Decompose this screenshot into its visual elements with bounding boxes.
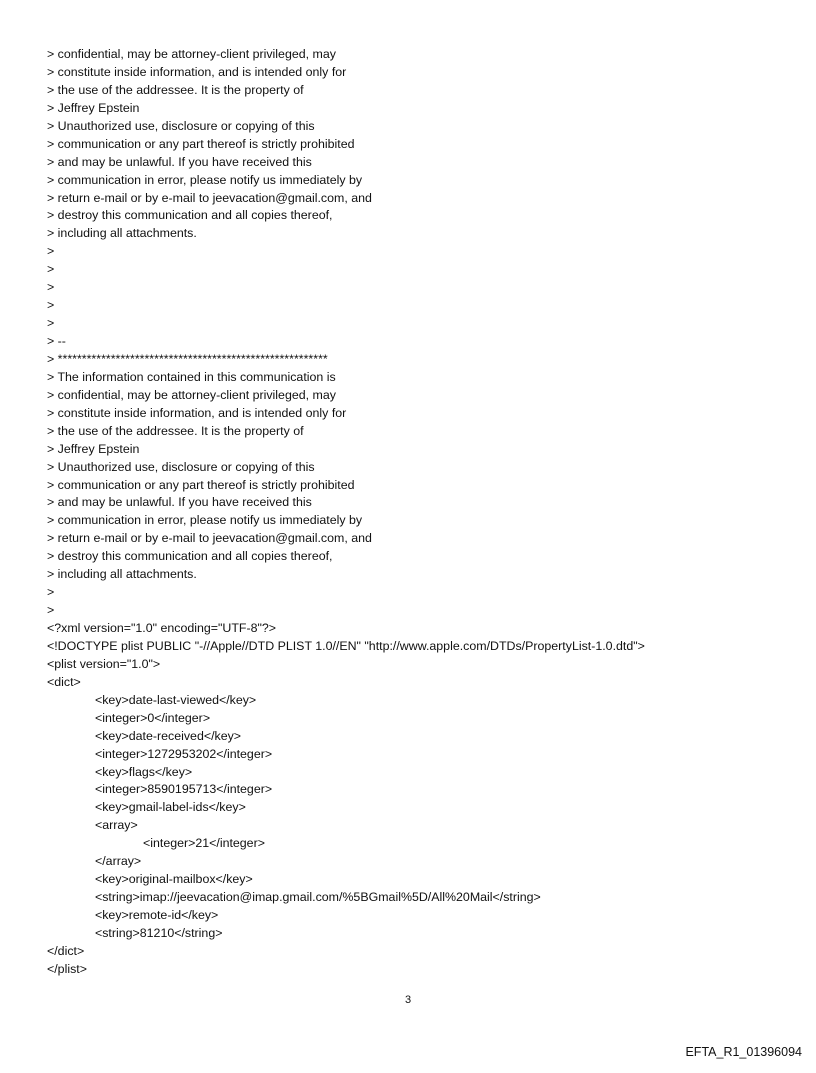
xml-declaration: <?xml version="1.0" encoding="UTF-8"?> [47,621,277,635]
plist-value: <integer>0</integer> [95,710,211,725]
text-line: > destroy this communication and all copies thereof, [47,549,333,564]
quote-marker: > [47,585,55,600]
plist-key: <key>original-mailbox</key> [95,872,253,887]
text-line: > and may be unlawful. If you have received this [47,495,312,510]
document-id: EFTA_R1_01396094 [685,1045,802,1059]
quote-marker: > [47,298,55,313]
array-close-tag: </array> [95,854,142,869]
dict-open-tag: <dict> [47,674,81,689]
quote-marker: > [47,280,55,295]
page-number: 3 [404,994,412,1006]
text-line: > and may be unlawful. If you have received this [47,154,312,169]
asterisk-rule: > ******************************************************** [47,351,328,366]
plist-value: <string>81210</string> [95,925,223,940]
text-line: > including all attachments. [47,226,197,241]
quote-marker: > [47,603,55,618]
quote-marker: > [47,262,55,277]
text-line: > communication in error, please notify us immediately by [47,513,363,528]
plist-value: <integer>8590195713</integer> [95,782,273,797]
text-line: > destroy this communication and all copies thereof, [47,208,333,223]
plist-key: <key>date-last-viewed</key> [95,692,257,707]
text-line: > the use of the addressee. It is the property of [47,82,304,97]
array-open-tag: <array> [95,818,138,833]
plist-key: <key>remote-id</key> [95,908,219,922]
text-line: > including all attachments. [47,567,197,582]
plist-value: <integer>21</integer> [143,836,265,851]
text-line: > The information contained in this communication is [47,369,336,384]
plist-value: <string>imap://jeevacation@imap.gmail.com/%5BGmail%5D/All%20Mail</string> [95,890,541,905]
text-line: > Jeffrey Epstein [47,100,140,115]
text-line: > constitute inside information, and is intended only for [47,64,347,79]
plist-open-tag: <plist version="1.0"> [47,656,161,671]
text-line: > communication or any part thereof is strictly prohibited [47,477,355,492]
plist-key: <key>flags</key> [95,764,193,779]
text-line: > confidential, may be attorney-client privileged, may [47,387,336,402]
quote-marker: > [47,244,55,259]
quote-marker: > [47,316,55,331]
text-line: > Unauthorized use, disclosure or copying of this [47,459,315,474]
dict-close-tag: </dict> [47,943,85,958]
text-line: > Unauthorized use, disclosure or copying of this [47,118,315,133]
plist-key: <key>gmail-label-ids</key> [95,800,246,815]
plist-key: <key>date-received</key> [95,728,242,743]
text-line: > communication in error, please notify us immediately by [47,172,363,187]
xml-doctype: <!DOCTYPE plist PUBLIC "-//Apple//DTD PLIST 1.0//EN" "http://www.apple.com/DTDs/PropertyList-1.0.dtd"> [47,638,645,653]
text-line: > return e-mail or by e-mail to jeevacation@gmail.com, and [47,531,372,546]
text-line: > Jeffrey Epstein [47,441,140,456]
plist-value: <integer>1272953202</integer> [95,746,273,761]
text-line: > return e-mail or by e-mail to jeevacation@gmail.com, and [47,190,372,205]
text-line: > confidential, may be attorney-client privileged, may [47,47,336,61]
plist-close-tag: </plist> [47,961,87,976]
signature-separator: > -- [47,334,66,348]
text-line: > communication or any part thereof is strictly prohibited [47,136,355,151]
text-line: > constitute inside information, and is intended only for [47,405,347,420]
text-line: > the use of the addressee. It is the property of [47,423,304,438]
email-body [47,46,787,979]
